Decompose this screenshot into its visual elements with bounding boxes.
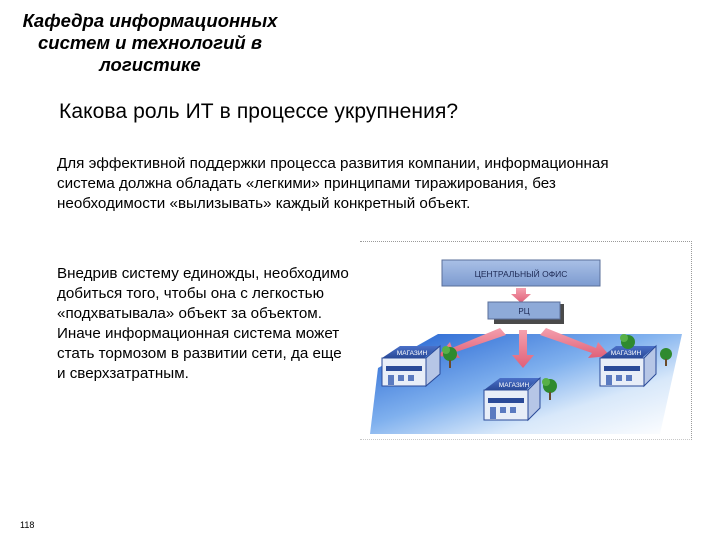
arrow-office-to-rc <box>511 288 531 303</box>
central-office-label: ЦЕНТРАЛЬНЫЙ ОФИС <box>474 269 568 279</box>
body-paragraph-2: Внедрив систему единожды, необходимо добиться того, чтобы она с легкостью «подхватывала» объект за объектом. Иначе информационная система может стать тормозом в развитии сети, да еще и сверхзатратным. <box>57 265 349 382</box>
department-title-line-2: систем и технологий в <box>37 32 262 53</box>
store-left-label: МАГАЗИН <box>396 350 428 357</box>
network-diagram <box>360 241 692 440</box>
central-office-node <box>442 260 600 286</box>
store-right-label: МАГАЗИН <box>610 350 642 357</box>
page-number: 118 <box>20 520 35 530</box>
department-title-line-1: Кафедра информационных <box>22 10 278 31</box>
body-paragraph-1: Для эффективной поддержки процесса развития компании, информационная система должна обладать «легкими» принципами тиражирования, без необходимости «вылизывать» каждый конкретный объект. <box>57 155 609 212</box>
rc-node <box>488 302 564 324</box>
store-center-label: МАГАЗИН <box>498 382 530 389</box>
network-diagram-svg <box>360 242 691 439</box>
slide-heading: Какова роль ИТ в процессе укрупнения? <box>59 100 459 123</box>
department-title-line-3: логистике <box>99 54 201 75</box>
department-title <box>0 10 300 76</box>
rc-label: РЦ <box>518 307 530 316</box>
